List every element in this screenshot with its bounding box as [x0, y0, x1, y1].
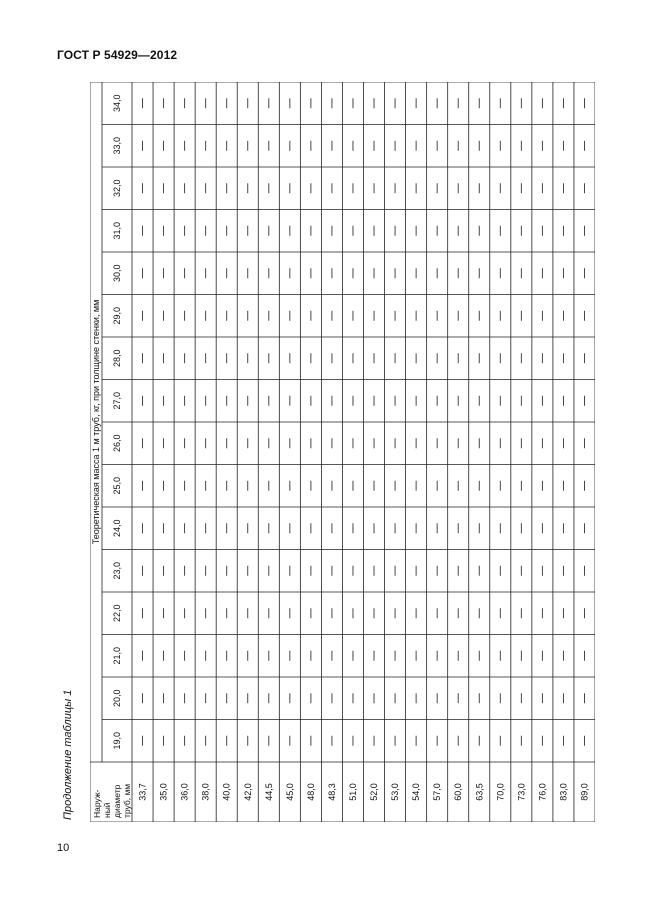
outer-diameter-label: 38,0	[200, 783, 211, 801]
wall-thickness-label: 28,0	[112, 349, 122, 368]
outer-diameter-label: 40,0	[221, 783, 232, 801]
outer-diameter-label: 44,5	[263, 783, 274, 801]
wall-thickness-label: 20,0	[112, 689, 122, 708]
wall-thickness-label: 19,0	[112, 731, 122, 750]
outer-diameter-label: 57,0	[432, 783, 443, 801]
wall-thickness-label: 26,0	[112, 434, 122, 453]
outer-diameter-label: 48,3	[326, 783, 337, 801]
outer-diameter-label: 33,7	[137, 783, 148, 801]
outer-diameter-label: 53,0	[390, 783, 401, 801]
rotated-table	[90, 82, 595, 827]
wall-thickness-label: 34,0	[112, 94, 122, 113]
wall-thickness-label: 31,0	[112, 221, 122, 240]
wall-thickness-label: 25,0	[112, 476, 122, 495]
wall-thickness-label: 24,0	[112, 519, 122, 538]
outer-diameter-label: 54,0	[411, 783, 422, 801]
outer-diameter-label: 42,0	[242, 783, 253, 801]
outer-diameter-label: 83,0	[558, 783, 569, 801]
wall-thickness-label: 22,0	[112, 604, 122, 623]
wall-thickness-label: 32,0	[112, 179, 122, 198]
wall-thickness-label: 33,0	[112, 136, 122, 155]
wall-thickness-label: 30,0	[112, 264, 122, 283]
outer-diameter-label: 73,0	[516, 783, 527, 801]
document-header: ГОСТ Р 54929—2012	[57, 48, 178, 62]
wall-thickness-label: 21,0	[112, 646, 122, 665]
wall-thickness-label: 27,0	[112, 391, 122, 410]
diameter-header-line: диаметр	[112, 784, 122, 818]
diameter-header-line: труб, мм	[122, 783, 132, 818]
outer-diameter-label: 89,0	[579, 783, 590, 801]
page-number: 10	[57, 842, 70, 854]
wall-thickness-label: 23,0	[112, 561, 122, 580]
diameter-header-line: ный	[102, 802, 112, 818]
outer-diameter-label: 51,0	[347, 783, 358, 801]
group-header: Теоретическая масса 1 м труб, кг, при толщине стенки, мм	[91, 299, 101, 545]
outer-diameter-label: 45,0	[284, 783, 295, 801]
outer-diameter-label: 35,0	[158, 783, 169, 801]
outer-diameter-label: 48,0	[305, 783, 316, 801]
table-svg	[90, 82, 595, 822]
outer-diameter-label: 63,5	[474, 783, 485, 801]
outer-diameter-label: 52,0	[369, 783, 380, 801]
outer-diameter-label: 76,0	[537, 783, 548, 801]
table-grid	[90, 82, 595, 822]
table-caption: Продолжение таблицы 1	[62, 689, 74, 820]
outer-diameter-label: 70,0	[495, 783, 506, 801]
wall-thickness-label: 29,0	[112, 306, 122, 325]
outer-diameter-label: 36,0	[179, 783, 190, 801]
outer-diameter-label: 60,0	[453, 783, 464, 801]
diameter-header-line: Наруж-	[92, 789, 102, 818]
